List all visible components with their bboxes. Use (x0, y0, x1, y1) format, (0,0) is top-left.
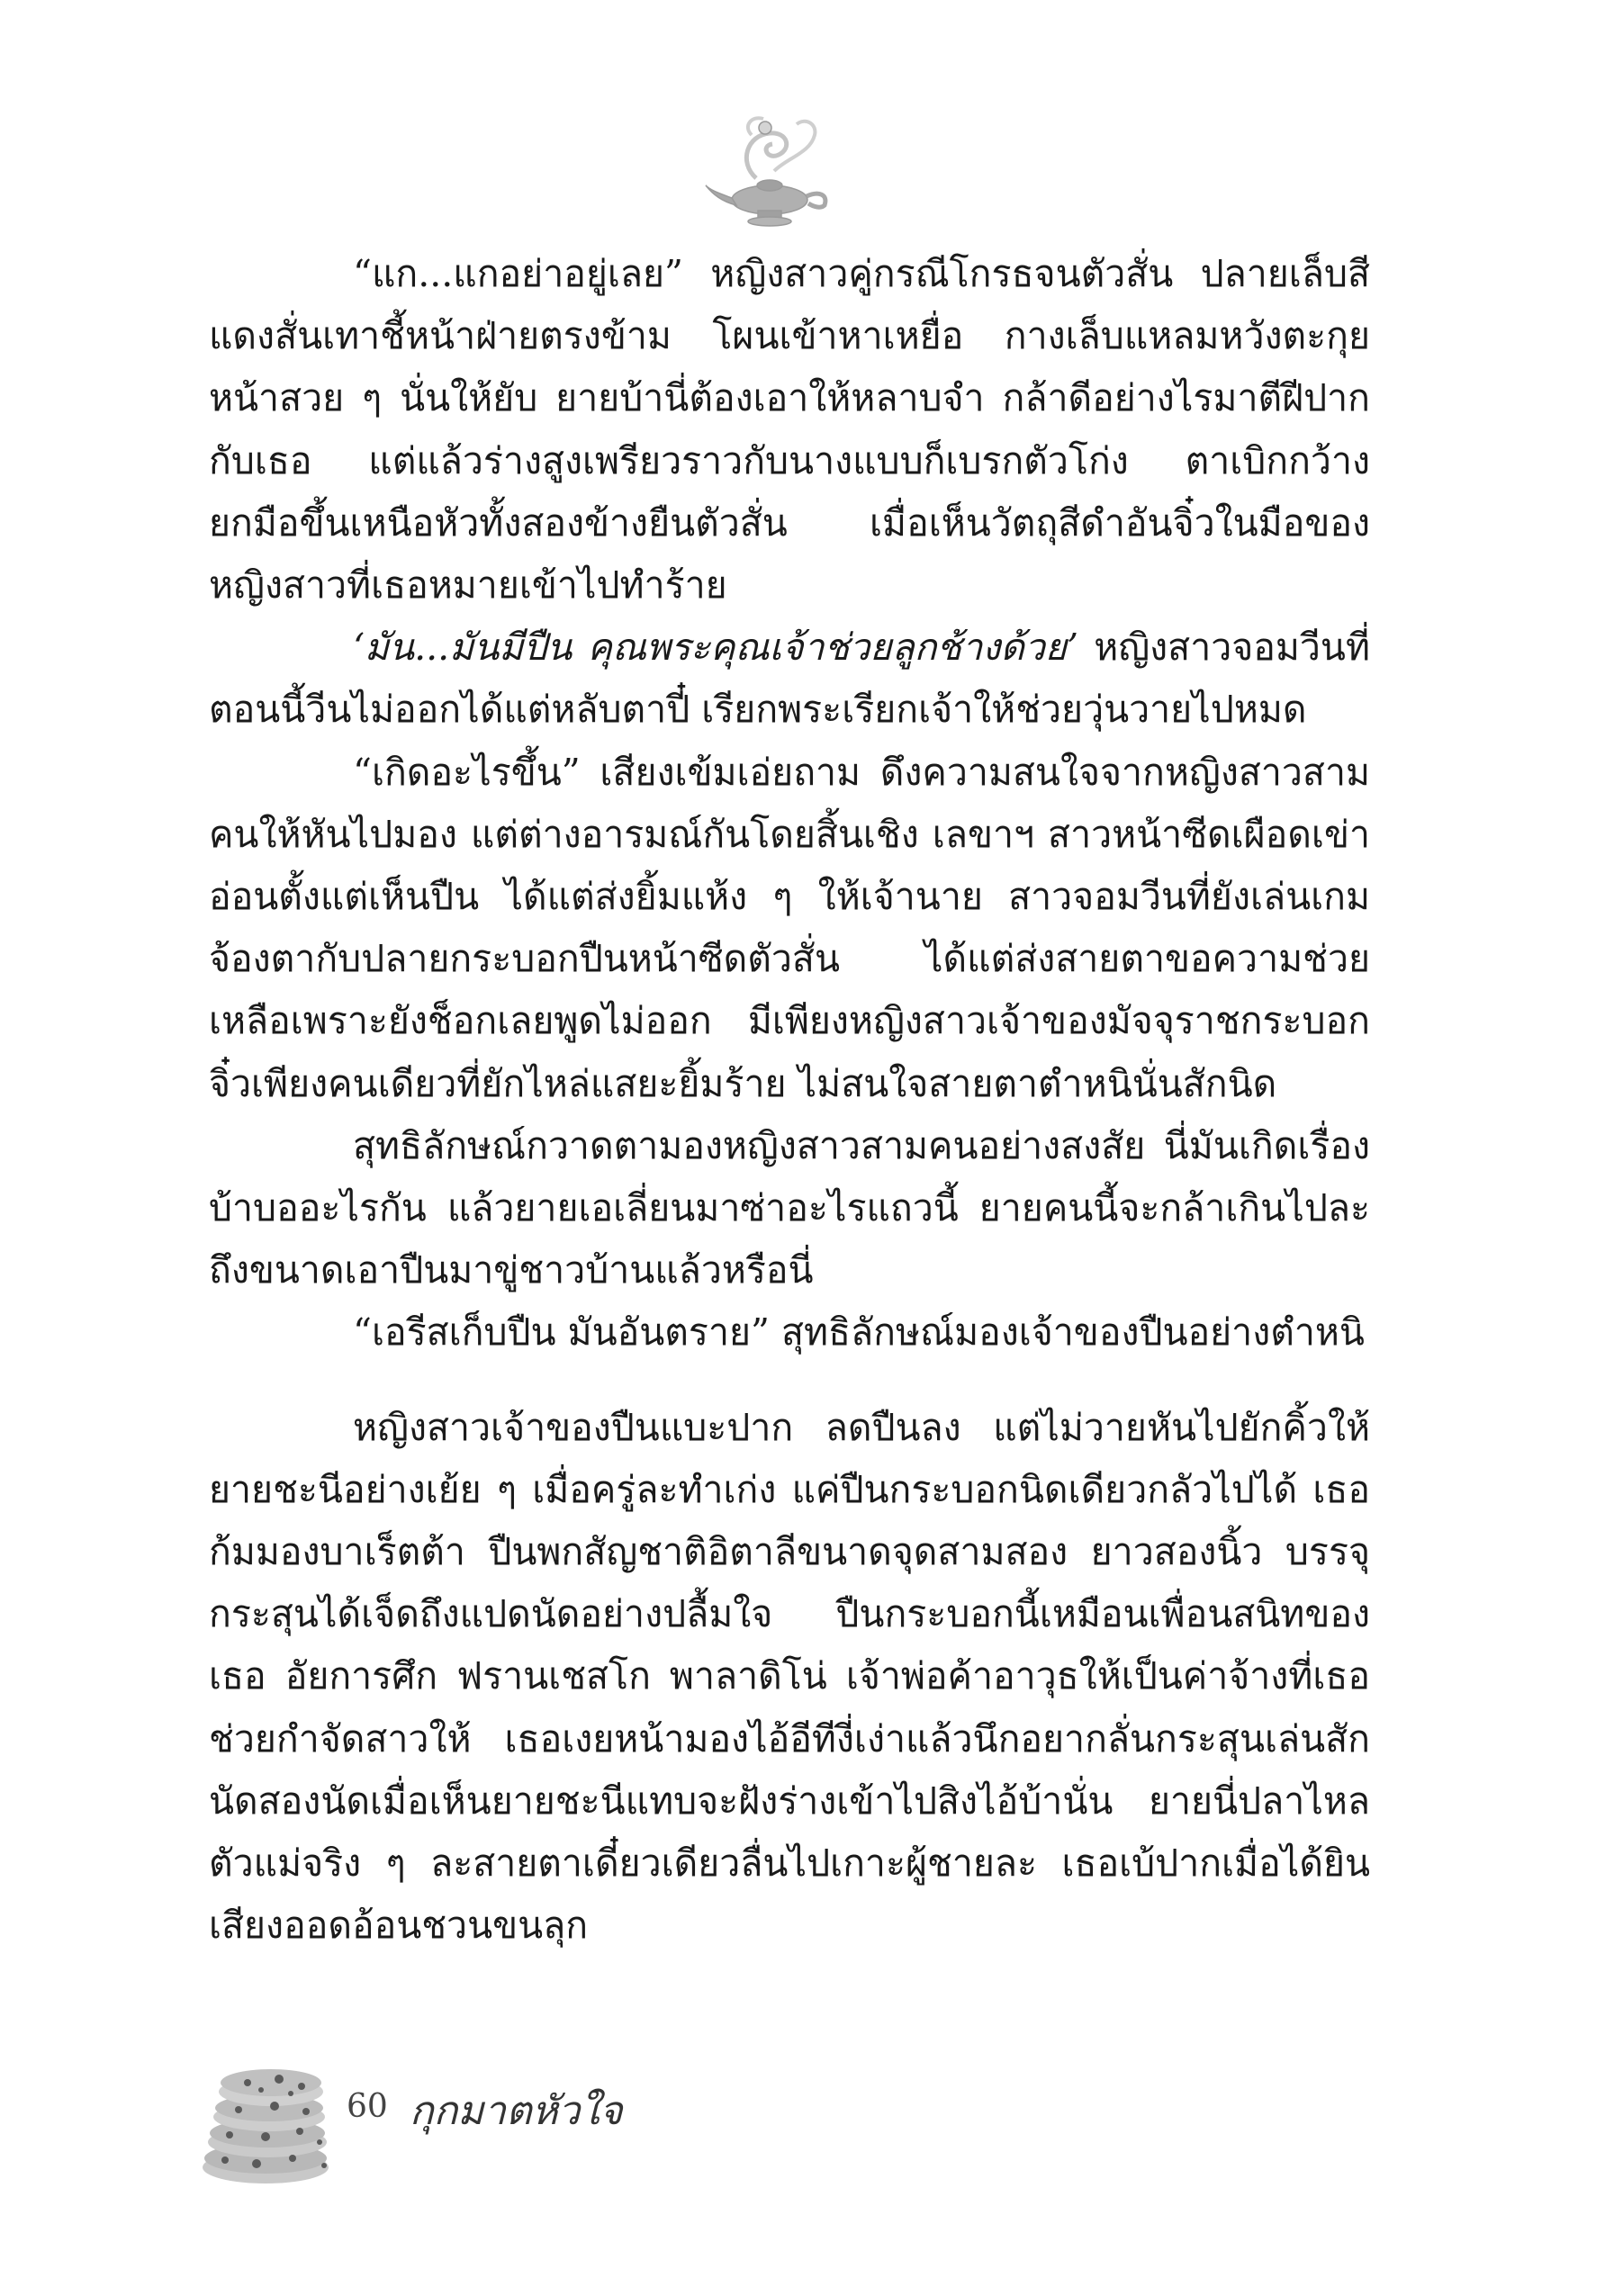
book-title: กุกมาตหัวใจ (410, 2088, 623, 2134)
page-footer (194, 2052, 914, 2187)
body-text (209, 243, 1370, 1957)
paragraph (209, 243, 1370, 617)
paragraph (209, 617, 1370, 741)
italic-thought: ‘มัน...มันมีปืน คุณพระคุณเจ้าช่วยลูกช้างด้วย’ (353, 626, 1078, 670)
page-number: 60 (347, 2088, 388, 2125)
paragraph (209, 742, 1370, 1115)
paragraph-text: “เอรีสเก็บปืน มันอันตราย” สุทธิลักษณ์มองเจ้าของปืนอย่างตำหนิ (353, 1310, 1365, 1355)
genie-lamp-icon (702, 108, 837, 234)
paragraph-text: หญิงสาวจอมวีนที่ตอนนี้วีนไม่ออกได้แต่หลับตาปี๋ เรียกพระเรียกเจ้าให้ช่วยวุ่นวายไปหมด (209, 626, 1370, 732)
paragraph-text: หญิงสาวเจ้าของปืนแบะปาก ลดปืนลง แต่ไม่วายหันไปยักคิ้วให้ยายชะนีอย่างเย้ย ๆ เมื่อครู่ละทำเก่ง แค่ปืนกระบอกนิดเดียวกลัวไปได้ เธอก้มมองบาเร็ตต้า ปืนพกสัญชาติอิตาลีขนาดจุดสามสอง ยาวสองนิ้ว บรรจุกระสุนได้เจ็ดถึงแปดนัดอย่างปลื้มใจ ปืนกระบอกนี้เหมือนเพื่อนสนิทของเธอ อัยการศึก ฟรานเชสโก พาลาดิโน่ เจ้าพ่อค้าอาวุธให้เป็นค่าจ้างที่เธอช่วยกำจัดสาวให้ เธอเงยหน้ามองไอ้อีทีงี่เง่าแล้วนึกอยากลั่นกระสุนเล่นสักนัดสองนัดเมื่อเห็นยายชะนีแทบจะฝังร่างเข้าไปสิงไอ้บ้านั่น ยายนี่ปลาไหลตัวแม่จริง ๆ ละสายตาเดี๋ยวเดียวลื่นไปเกาะผู้ชายละ เธอเบ้ปากเมื่อได้ยินเสียงออดอ้อนชวนขนลุก (209, 1405, 1370, 1948)
paragraph (209, 1397, 1370, 1958)
cookie-stack-icon (194, 2052, 356, 2187)
paragraph (209, 1301, 1370, 1364)
paragraph-text: “เกิดอะไรขึ้น” เสียงเข้มเอ่ยถาม ดึงความสนใจจากหญิงสาวสามคนให้หันไปมอง แต่ต่างอารมณ์กันโดยสิ้นเชิง เลขาฯ สาวหน้าซีดเผือดเข่าอ่อนตั้งแต่เห็นปืน ได้แต่ส่งยิ้มแห้ง ๆ ให้เจ้านาย สาวจอมวีนที่ยังเล่นเกมจ้องตากับปลายกระบอกปืนหน้าซีดตัวสั่น ได้แต่ส่งสายตาขอความช่วยเหลือเพราะยังช็อกเลยพูดไม่ออก มีเพียงหญิงสาวเจ้าของมัจจุราชกระบอกจิ๋วเพียงคนเดียวที่ยักไหล่แสยะยิ้มร้าย ไม่สนใจสายตาตำหนินั่นสักนิด (209, 750, 1370, 1105)
paragraph-text: “แก...แกอย่าอยู่เลย” หญิงสาวคู่กรณีโกรธจนตัวสั่น ปลายเล็บสีแดงสั่นเทาชี้หน้าฝ่ายตรงข้าม โผนเข้าหาเหยื่อ กางเล็บแหลมหวังตะกุยหน้าสวย ๆ นั่นให้ยับ ยายบ้านี่ต้องเอาให้หลาบจำ กล้าดีอย่างไรมาตีฝีปากกับเธอ แต่แล้วร่างสูงเพรียวราวกับนางแบบก็เบรกตัวโก่ง ตาเบิกกว้างยกมือขึ้นเหนือหัวทั้งสองข้างยืนตัวสั่น เมื่อเห็นวัตถุสีดำอันจิ๋วในมือของหญิงสาวที่เธอหมายเข้าไปทำร้าย (209, 252, 1370, 608)
paragraph (209, 1115, 1370, 1302)
paragraph-text: สุทธิลักษณ์กวาดตามองหญิงสาวสามคนอย่างสงสัย นี่มันเกิดเรื่องบ้าบออะไรกัน แล้วยายเอเลี่ยนมาซ่าอะไรแถวนี้ ยายคนนี้จะกล้าเกินไปละถึงขนาดเอาปืนมาขู่ชาวบ้านแล้วหรือนี่ (209, 1123, 1370, 1292)
